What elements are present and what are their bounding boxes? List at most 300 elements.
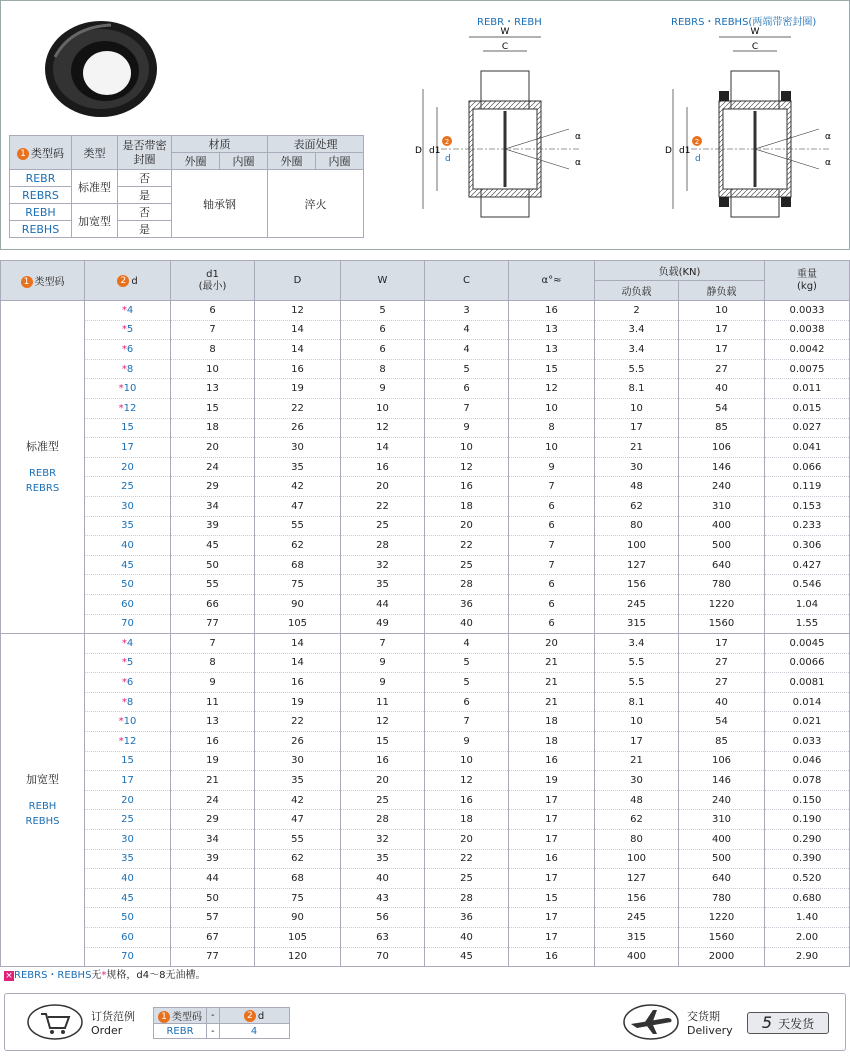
dynamic-load-cell: 30 bbox=[595, 457, 679, 477]
table-row bbox=[1, 771, 850, 791]
d1-cell: 50 bbox=[171, 555, 255, 575]
w-cell: 12 bbox=[341, 418, 425, 438]
material-value: 轴承钢 bbox=[172, 170, 268, 238]
d1-cell: 7 bbox=[171, 634, 255, 654]
static-load-cell: 106 bbox=[679, 438, 765, 458]
w-header: W bbox=[341, 261, 425, 301]
footnote: ×REBRS・REBHS无*规格，d4～8无油槽。 bbox=[5, 970, 206, 981]
d-cell: 15 bbox=[85, 751, 171, 771]
w-cell: 6 bbox=[341, 320, 425, 340]
weight-cell: 0.119 bbox=[765, 477, 850, 497]
d-cell: 45 bbox=[85, 555, 171, 575]
w-cell: 9 bbox=[341, 379, 425, 399]
w-cell: 15 bbox=[341, 732, 425, 752]
c-cell: 20 bbox=[425, 830, 509, 850]
alpha-cell: 8 bbox=[509, 418, 595, 438]
d1-cell: 67 bbox=[171, 928, 255, 948]
w-cell: 32 bbox=[341, 555, 425, 575]
table-row bbox=[1, 398, 850, 418]
table-row bbox=[1, 340, 850, 360]
c-cell: 20 bbox=[425, 516, 509, 536]
w-cell: 28 bbox=[341, 810, 425, 830]
d1-cell: 29 bbox=[171, 477, 255, 497]
d-cell: *6 bbox=[85, 340, 171, 360]
outer-d-cell: 26 bbox=[255, 732, 341, 752]
d1-cell: 66 bbox=[171, 594, 255, 614]
table-row bbox=[1, 849, 850, 869]
outer-d-cell: 42 bbox=[255, 790, 341, 810]
right-bearing-diagram bbox=[651, 21, 850, 241]
c-cell: 5 bbox=[425, 653, 509, 673]
table-row bbox=[1, 555, 850, 575]
alpha-cell: 7 bbox=[509, 555, 595, 575]
static-load-cell: 640 bbox=[679, 869, 765, 889]
d1-cell: 20 bbox=[171, 438, 255, 458]
static-load-cell: 17 bbox=[679, 634, 765, 654]
d-cell: *10 bbox=[85, 712, 171, 732]
dynamic-load-cell: 5.5 bbox=[595, 653, 679, 673]
d-inner-label: d bbox=[695, 154, 701, 164]
weight-cell: 2.00 bbox=[765, 928, 850, 948]
table-row bbox=[1, 594, 850, 614]
d1-cell: 16 bbox=[171, 732, 255, 752]
alpha-cell: 7 bbox=[509, 536, 595, 556]
alpha-cell: 15 bbox=[509, 359, 595, 379]
c-cell: 45 bbox=[425, 947, 509, 967]
w-cell: 49 bbox=[341, 614, 425, 634]
order-dash: - bbox=[207, 1008, 220, 1024]
table-row bbox=[1, 320, 850, 340]
outer-d-cell: 68 bbox=[255, 555, 341, 575]
weight-cell: 0.027 bbox=[765, 418, 850, 438]
table-row bbox=[1, 634, 850, 654]
d1-cell: 13 bbox=[171, 712, 255, 732]
static-load-cell: 1220 bbox=[679, 594, 765, 614]
weight-cell: 1.04 bbox=[765, 594, 850, 614]
weight-cell: 0.011 bbox=[765, 379, 850, 399]
group-label: 标准型 REBR REBRS bbox=[1, 301, 85, 634]
outer-d-cell: 68 bbox=[255, 869, 341, 889]
w-cell: 32 bbox=[341, 830, 425, 850]
type-code-header: 1 类型码 bbox=[10, 136, 72, 170]
c-cell: 4 bbox=[425, 340, 509, 360]
type-table bbox=[9, 135, 364, 238]
weight-cell: 0.520 bbox=[765, 869, 850, 889]
d-cell: *4 bbox=[85, 301, 171, 321]
dynamic-load-cell: 21 bbox=[595, 751, 679, 771]
weight-cell: 0.014 bbox=[765, 692, 850, 712]
d-cell: 30 bbox=[85, 830, 171, 850]
delivery-label: 交货期 Delivery bbox=[687, 1010, 733, 1037]
type-code-header: 1 类型码 bbox=[1, 261, 85, 301]
table-row bbox=[1, 830, 850, 850]
w-cell: 22 bbox=[341, 496, 425, 516]
left-diagram-title: REBR・REBH bbox=[477, 17, 542, 28]
c-cell: 6 bbox=[425, 692, 509, 712]
outer-d-cell: 90 bbox=[255, 908, 341, 928]
dynamic-load-cell: 10 bbox=[595, 398, 679, 418]
outer-d-cell: 26 bbox=[255, 418, 341, 438]
c-cell: 10 bbox=[425, 438, 509, 458]
right-diagram-title: REBRS・REBHS(两端带密封圈) bbox=[671, 17, 817, 28]
weight-cell: 0.153 bbox=[765, 496, 850, 516]
weight-cell: 0.0033 bbox=[765, 301, 850, 321]
dynamic-load-cell: 48 bbox=[595, 790, 679, 810]
d1-cell: 34 bbox=[171, 496, 255, 516]
table-row bbox=[1, 516, 850, 536]
alpha-cell: 18 bbox=[509, 712, 595, 732]
type-code-cell: REBH bbox=[10, 204, 72, 221]
order-d-header: 2 d bbox=[219, 1008, 289, 1024]
d-cell: 40 bbox=[85, 536, 171, 556]
dynamic-load-cell: 3.4 bbox=[595, 634, 679, 654]
type-cell: 标准型 bbox=[72, 170, 118, 204]
dynamic-load-cell: 62 bbox=[595, 496, 679, 516]
static-load-cell: 40 bbox=[679, 379, 765, 399]
table-row bbox=[1, 947, 850, 967]
c-cell: 22 bbox=[425, 849, 509, 869]
weight-cell: 0.0038 bbox=[765, 320, 850, 340]
dynamic-load-cell: 21 bbox=[595, 438, 679, 458]
cross-icon: × bbox=[5, 971, 13, 981]
c-cell: 25 bbox=[425, 555, 509, 575]
table-row bbox=[1, 908, 850, 928]
c-header: C bbox=[425, 261, 509, 301]
static-load-cell: 240 bbox=[679, 790, 765, 810]
weight-cell: 0.046 bbox=[765, 751, 850, 771]
order-panel bbox=[4, 993, 846, 1051]
outer-d-cell: 30 bbox=[255, 438, 341, 458]
w-cell: 11 bbox=[341, 692, 425, 712]
weight-cell: 0.0045 bbox=[765, 634, 850, 654]
c-label: C bbox=[501, 42, 509, 52]
shopping-cart-icon bbox=[27, 1004, 83, 1040]
alpha-label: α bbox=[825, 132, 831, 142]
sealed-cell: 否 bbox=[118, 170, 172, 187]
d1-cell: 13 bbox=[171, 379, 255, 399]
weight-cell: 0.306 bbox=[765, 536, 850, 556]
d1-cell: 24 bbox=[171, 790, 255, 810]
table-row bbox=[1, 418, 850, 438]
dynamic-load-cell: 156 bbox=[595, 575, 679, 595]
weight-cell: 0.390 bbox=[765, 849, 850, 869]
w-cell: 40 bbox=[341, 869, 425, 889]
w-cell: 7 bbox=[341, 634, 425, 654]
outer-d-cell: 120 bbox=[255, 947, 341, 967]
outer-d-cell: 47 bbox=[255, 496, 341, 516]
static-load-cell: 17 bbox=[679, 320, 765, 340]
outer-d-cell: 105 bbox=[255, 614, 341, 634]
alpha-cell: 17 bbox=[509, 928, 595, 948]
dynamic-load-cell: 127 bbox=[595, 869, 679, 889]
d1-cell: 7 bbox=[171, 320, 255, 340]
outer-d-cell: 19 bbox=[255, 379, 341, 399]
type-header: 类型 bbox=[72, 136, 118, 170]
d-outer-label: D bbox=[665, 146, 672, 156]
static-load-cell: 1560 bbox=[679, 928, 765, 948]
table-row bbox=[1, 438, 850, 458]
weight-cell: 0.0081 bbox=[765, 673, 850, 693]
material-inner-header: 内圈 bbox=[220, 153, 268, 170]
alpha-cell: 10 bbox=[509, 398, 595, 418]
c-cell: 18 bbox=[425, 496, 509, 516]
static-load-cell: 27 bbox=[679, 359, 765, 379]
dynamic-load-cell: 156 bbox=[595, 888, 679, 908]
num-2-marker: 2 bbox=[444, 138, 450, 146]
alpha-cell: 13 bbox=[509, 320, 595, 340]
alpha-cell: 16 bbox=[509, 301, 595, 321]
w-cell: 44 bbox=[341, 594, 425, 614]
d-cell: 35 bbox=[85, 516, 171, 536]
d-cell: 20 bbox=[85, 457, 171, 477]
table-row bbox=[1, 496, 850, 516]
outer-d-cell: 75 bbox=[255, 888, 341, 908]
delivery-days-badge: 5 天发货 bbox=[747, 1012, 829, 1034]
order-example-table bbox=[153, 1007, 290, 1039]
weight-cell: 0.190 bbox=[765, 810, 850, 830]
c-cell: 6 bbox=[425, 379, 509, 399]
d-cell: 25 bbox=[85, 810, 171, 830]
alpha-cell: 21 bbox=[509, 673, 595, 693]
alpha-cell: 13 bbox=[509, 340, 595, 360]
table-row bbox=[1, 477, 850, 497]
product-overview bbox=[0, 0, 850, 250]
w-cell: 8 bbox=[341, 359, 425, 379]
d1-cell: 57 bbox=[171, 908, 255, 928]
table-row bbox=[1, 359, 850, 379]
outer-d-cell: 16 bbox=[255, 673, 341, 693]
static-load-cell: 310 bbox=[679, 496, 765, 516]
dynamic-load-cell: 100 bbox=[595, 536, 679, 556]
d-cell: 25 bbox=[85, 477, 171, 497]
static-load-cell: 400 bbox=[679, 516, 765, 536]
static-load-cell: 27 bbox=[679, 673, 765, 693]
static-load-cell: 1560 bbox=[679, 614, 765, 634]
w-cell: 63 bbox=[341, 928, 425, 948]
table-row bbox=[1, 928, 850, 948]
c-cell: 28 bbox=[425, 575, 509, 595]
d-cell: 70 bbox=[85, 947, 171, 967]
dynamic-load-cell: 48 bbox=[595, 477, 679, 497]
sealed-cell: 是 bbox=[118, 187, 172, 204]
c-cell: 25 bbox=[425, 869, 509, 889]
alpha-cell: 21 bbox=[509, 653, 595, 673]
c-cell: 16 bbox=[425, 477, 509, 497]
static-load-cell: 240 bbox=[679, 477, 765, 497]
w-label: W bbox=[750, 27, 760, 37]
outer-d-cell: 42 bbox=[255, 477, 341, 497]
dynamic-load-cell: 62 bbox=[595, 810, 679, 830]
c-cell: 36 bbox=[425, 908, 509, 928]
d1-cell: 39 bbox=[171, 849, 255, 869]
weight-cell: 0.546 bbox=[765, 575, 850, 595]
dynamic-load-cell: 17 bbox=[595, 418, 679, 438]
alpha-cell: 21 bbox=[509, 692, 595, 712]
static-load-cell: 500 bbox=[679, 849, 765, 869]
table-row bbox=[1, 692, 850, 712]
num-2-marker: 2 bbox=[694, 138, 700, 146]
d1-cell: 8 bbox=[171, 340, 255, 360]
d1-cell: 8 bbox=[171, 653, 255, 673]
c-cell: 7 bbox=[425, 712, 509, 732]
outer-d-cell: 55 bbox=[255, 516, 341, 536]
dynamic-load-cell: 8.1 bbox=[595, 692, 679, 712]
static-load-cell: 85 bbox=[679, 732, 765, 752]
airplane-icon bbox=[623, 1004, 679, 1040]
weight-cell: 0.0075 bbox=[765, 359, 850, 379]
static-load-cell: 640 bbox=[679, 555, 765, 575]
weight-cell: 0.427 bbox=[765, 555, 850, 575]
alpha-cell: 10 bbox=[509, 438, 595, 458]
d1-cell: 15 bbox=[171, 398, 255, 418]
w-cell: 70 bbox=[341, 947, 425, 967]
static-load-cell: 780 bbox=[679, 888, 765, 908]
alpha-cell: 17 bbox=[509, 908, 595, 928]
d1-header: d1 (最小) bbox=[171, 261, 255, 301]
outer-d-cell: 19 bbox=[255, 692, 341, 712]
w-cell: 43 bbox=[341, 888, 425, 908]
dynamic-load-cell: 3.4 bbox=[595, 340, 679, 360]
c-label: C bbox=[751, 42, 759, 52]
table-row bbox=[1, 536, 850, 556]
alpha-cell: 17 bbox=[509, 869, 595, 889]
alpha-cell: 12 bbox=[509, 379, 595, 399]
dynamic-load-cell: 17 bbox=[595, 732, 679, 752]
weight-cell: 1.55 bbox=[765, 614, 850, 634]
w-cell: 9 bbox=[341, 653, 425, 673]
weight-cell: 0.0066 bbox=[765, 653, 850, 673]
table-row bbox=[1, 614, 850, 634]
outer-d-cell: 35 bbox=[255, 457, 341, 477]
material-outer-header: 外圈 bbox=[172, 153, 220, 170]
c-cell: 3 bbox=[425, 301, 509, 321]
outer-d-cell: 105 bbox=[255, 928, 341, 948]
table-row bbox=[1, 732, 850, 752]
alpha-label: α bbox=[825, 158, 831, 168]
dynamic-load-cell: 30 bbox=[595, 771, 679, 791]
static-load-cell: 146 bbox=[679, 771, 765, 791]
outer-d-cell: 62 bbox=[255, 849, 341, 869]
type-code-cell: REBHS bbox=[10, 221, 72, 238]
note-codes: REBRS・REBHS bbox=[14, 970, 92, 981]
outer-d-cell: 14 bbox=[255, 340, 341, 360]
d1-label: d1 bbox=[679, 146, 691, 156]
outer-d-cell: 14 bbox=[255, 320, 341, 340]
dynamic-load-cell: 3.4 bbox=[595, 320, 679, 340]
c-cell: 28 bbox=[425, 888, 509, 908]
table-row bbox=[1, 457, 850, 477]
w-cell: 5 bbox=[341, 301, 425, 321]
c-cell: 5 bbox=[425, 359, 509, 379]
d-cell: 17 bbox=[85, 438, 171, 458]
w-cell: 35 bbox=[341, 849, 425, 869]
alpha-cell: 9 bbox=[509, 457, 595, 477]
alpha-cell: 18 bbox=[509, 732, 595, 752]
outer-d-cell: 35 bbox=[255, 771, 341, 791]
d-inner-label: d bbox=[445, 154, 451, 164]
w-cell: 20 bbox=[341, 477, 425, 497]
weight-cell: 0.0042 bbox=[765, 340, 850, 360]
dynamic-load-cell: 80 bbox=[595, 830, 679, 850]
weight-cell: 0.033 bbox=[765, 732, 850, 752]
table-row bbox=[1, 653, 850, 673]
w-cell: 25 bbox=[341, 516, 425, 536]
outer-d-cell: 22 bbox=[255, 398, 341, 418]
d1-cell: 9 bbox=[171, 673, 255, 693]
outer-d-cell: 55 bbox=[255, 830, 341, 850]
w-cell: 20 bbox=[341, 771, 425, 791]
alpha-cell: 6 bbox=[509, 575, 595, 595]
d1-cell: 44 bbox=[171, 869, 255, 889]
c-cell: 9 bbox=[425, 732, 509, 752]
d1-label: d1 bbox=[429, 146, 441, 156]
d1-cell: 19 bbox=[171, 751, 255, 771]
w-cell: 35 bbox=[341, 575, 425, 595]
static-load-cell: 2000 bbox=[679, 947, 765, 967]
weight-cell: 0.150 bbox=[765, 790, 850, 810]
d-outer-label: D bbox=[415, 146, 422, 156]
alpha-cell: 6 bbox=[509, 496, 595, 516]
alpha-label: α bbox=[575, 132, 581, 142]
d-cell: *8 bbox=[85, 692, 171, 712]
w-cell: 6 bbox=[341, 340, 425, 360]
left-bearing-diagram bbox=[401, 21, 601, 241]
static-load-cell: 780 bbox=[679, 575, 765, 595]
d-cell: 50 bbox=[85, 908, 171, 928]
d-cell: 50 bbox=[85, 575, 171, 595]
alpha-label: α bbox=[575, 158, 581, 168]
c-cell: 9 bbox=[425, 418, 509, 438]
specification-table bbox=[0, 260, 850, 967]
outer-d-cell: 75 bbox=[255, 575, 341, 595]
dynamic-load-cell: 2 bbox=[595, 301, 679, 321]
dynamic-load-cell: 5.5 bbox=[595, 673, 679, 693]
d-cell: 17 bbox=[85, 771, 171, 791]
order-type-code-value: REBR bbox=[154, 1024, 207, 1039]
surface-value: 淬火 bbox=[268, 170, 364, 238]
d1-cell: 21 bbox=[171, 771, 255, 791]
static-load-cell: 54 bbox=[679, 398, 765, 418]
w-cell: 28 bbox=[341, 536, 425, 556]
weight-cell: 0.680 bbox=[765, 888, 850, 908]
static-load-cell: 500 bbox=[679, 536, 765, 556]
c-cell: 22 bbox=[425, 536, 509, 556]
alpha-cell: 15 bbox=[509, 888, 595, 908]
d-cell: 60 bbox=[85, 594, 171, 614]
weight-cell: 2.90 bbox=[765, 947, 850, 967]
d1-cell: 11 bbox=[171, 692, 255, 712]
d-cell: *8 bbox=[85, 359, 171, 379]
d1-cell: 39 bbox=[171, 516, 255, 536]
alpha-cell: 16 bbox=[509, 947, 595, 967]
d-cell: 70 bbox=[85, 614, 171, 634]
order-d-value: 4 bbox=[219, 1024, 289, 1039]
weight-cell: 0.233 bbox=[765, 516, 850, 536]
static-load-cell: 40 bbox=[679, 692, 765, 712]
outer-d-cell: 14 bbox=[255, 653, 341, 673]
d1-cell: 50 bbox=[171, 888, 255, 908]
d-cell: 20 bbox=[85, 790, 171, 810]
d-cell: 45 bbox=[85, 888, 171, 908]
d1-cell: 34 bbox=[171, 830, 255, 850]
outer-d-cell: 16 bbox=[255, 359, 341, 379]
alpha-cell: 17 bbox=[509, 830, 595, 850]
alpha-cell: 16 bbox=[509, 849, 595, 869]
c-cell: 10 bbox=[425, 751, 509, 771]
alpha-cell: 17 bbox=[509, 810, 595, 830]
c-cell: 12 bbox=[425, 771, 509, 791]
dynamic-load-cell: 127 bbox=[595, 555, 679, 575]
